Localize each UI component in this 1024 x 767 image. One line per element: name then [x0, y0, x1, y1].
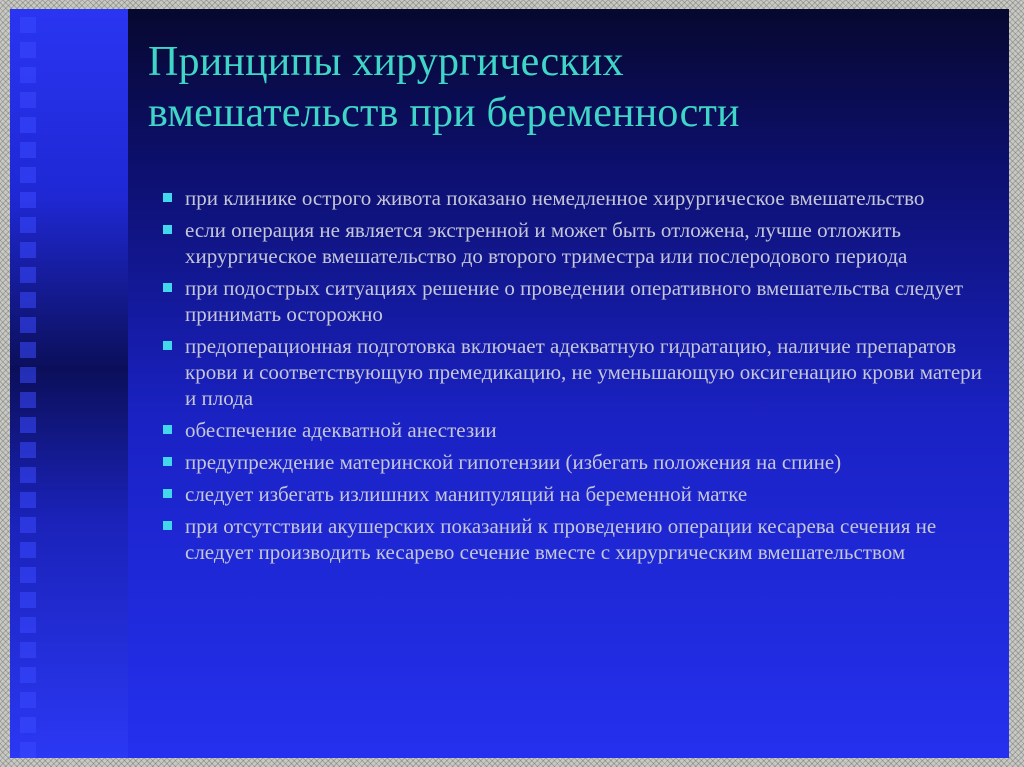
bullet-square-icon — [163, 225, 172, 234]
bullet-text: при клинике острого живота показано немедленное хирургическое вмешательство — [185, 186, 925, 210]
decorative-square — [20, 367, 36, 383]
decorative-square — [20, 67, 36, 83]
title-line-1: Принципы хирургических — [148, 39, 624, 85]
bullet-square-icon — [163, 457, 172, 466]
bullet-text: обеспечение адекватной анестезии — [185, 418, 497, 442]
bullet-square-icon — [163, 425, 172, 434]
list-item — [150, 275, 990, 327]
bullet-square-icon — [163, 193, 172, 202]
decorative-square — [20, 342, 36, 358]
slide — [10, 9, 1009, 758]
decorative-square — [20, 442, 36, 458]
title-line-2: вмешательств при беременности — [148, 90, 740, 136]
bullet-text: предоперационная подготовка включает адекватную гидратацию, наличие препаратов крови и соответствующую премедикацию, не уменьшающую оксигенацию крови матери и плода — [185, 334, 982, 410]
slide-title — [148, 37, 988, 139]
decorative-square — [20, 292, 36, 308]
decorative-square — [20, 742, 36, 758]
bullet-text: если операция не является экстренной и может быть отложена, лучше отложить хирургическое вмешательство до второго триместра или послеродового периода — [185, 218, 908, 268]
decorative-square — [20, 92, 36, 108]
decorative-square — [20, 242, 36, 258]
bullet-text: при подострых ситуациях решение о проведении оперативного вмешательства следует принимать осторожно — [185, 276, 964, 326]
decorative-square — [20, 542, 36, 558]
bullet-list — [150, 185, 990, 571]
decorative-square — [20, 317, 36, 333]
decorative-square — [20, 42, 36, 58]
decorative-square — [20, 642, 36, 658]
bullet-square-icon — [163, 283, 172, 292]
bullet-text: следует избегать излишних манипуляций на беременной матке — [185, 482, 748, 506]
list-item — [150, 333, 990, 411]
bullet-text: при отсутствии акушерских показаний к проведению операции кесарева сечения не следует производить кесарево сечение вместе с хирургическим вмешательством — [185, 514, 937, 564]
list-item — [150, 185, 990, 211]
decorative-square — [20, 492, 36, 508]
decorative-square — [20, 717, 36, 733]
decorative-square — [20, 167, 36, 183]
decorative-square — [20, 667, 36, 683]
decorative-square — [20, 142, 36, 158]
bullet-text: предупреждение материнской гипотензии (избегать положения на спине) — [185, 450, 842, 474]
bullet-square-icon — [163, 489, 172, 498]
bullet-square-icon — [163, 341, 172, 350]
decorative-square — [20, 592, 36, 608]
list-item — [150, 513, 990, 565]
decorative-square — [20, 267, 36, 283]
decorative-square — [20, 192, 36, 208]
decorative-square — [20, 567, 36, 583]
decorative-square — [20, 617, 36, 633]
list-item — [150, 449, 990, 475]
decorative-square — [20, 517, 36, 533]
decorative-square — [20, 692, 36, 708]
decorative-square — [20, 417, 36, 433]
decorative-square — [20, 217, 36, 233]
list-item — [150, 481, 990, 507]
decorative-square — [20, 17, 36, 33]
decorative-square — [20, 117, 36, 133]
decorative-squares — [20, 9, 42, 758]
decorative-square — [20, 392, 36, 408]
list-item — [150, 217, 990, 269]
decorative-sidebar — [10, 9, 128, 758]
bullet-square-icon — [163, 521, 172, 530]
decorative-square — [20, 467, 36, 483]
list-item — [150, 417, 990, 443]
